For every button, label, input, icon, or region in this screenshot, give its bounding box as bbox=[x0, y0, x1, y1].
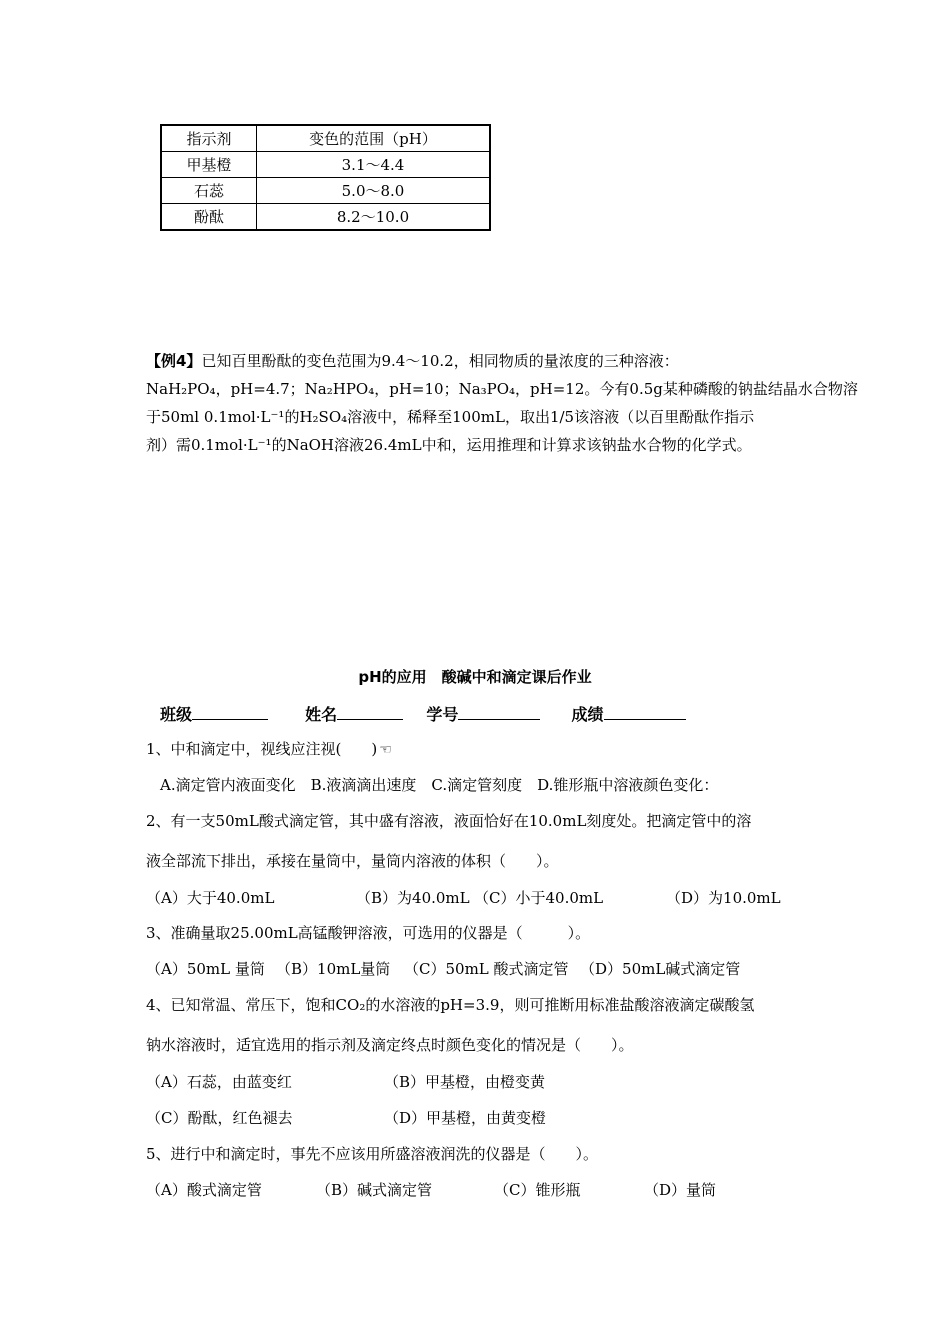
example4-line3: 于50ml 0.1mol·L⁻¹的H₂SO₄溶液中，稀释至100mL，取出1/5该溶液（以百里酚酞作指示 bbox=[146, 408, 755, 426]
table-header-row bbox=[161, 125, 490, 152]
table-row bbox=[161, 204, 490, 231]
question-5-option-b: （B）碱式滴定管 bbox=[316, 1181, 433, 1199]
example4-line4: 剂）需0.1mol·L⁻¹的NaOH溶液26.4mL中和，运用推理和计算求该钠盐水合物的化学式。 bbox=[146, 436, 752, 454]
example4-label: 【例4】 bbox=[146, 352, 202, 370]
id-label: 学号 bbox=[426, 705, 459, 724]
indicator-table bbox=[160, 124, 491, 231]
question-4-option-c: （C）酚酞，红色褪去 bbox=[146, 1109, 293, 1127]
pointer-icon: ☜ bbox=[379, 742, 392, 758]
table-cell: 石蕊 bbox=[161, 178, 257, 204]
question-3-option-d: （D）50mL碱式滴定管 bbox=[580, 960, 741, 978]
table-cell: 酚酞 bbox=[161, 204, 257, 231]
table-header-cell: 指示剂 bbox=[161, 125, 257, 152]
student-info-line bbox=[160, 702, 686, 725]
table-cell: 8.2～10.0 bbox=[257, 204, 491, 231]
question-3-option-c: （C）50mL 酸式滴定管 bbox=[404, 960, 569, 978]
question-2-option-c: （C）小于40.0mL bbox=[474, 889, 604, 907]
example4-line1 bbox=[146, 350, 679, 371]
question-5-stem: 5、进行中和滴定时，事先不应该用所盛溶液润洗的仪器是（ ）。 bbox=[146, 1145, 599, 1163]
question-2-stem-line1: 2、有一支50mL酸式滴定管，其中盛有溶液，液面恰好在10.0mL刻度处。把滴定管中的溶 bbox=[146, 812, 752, 830]
question-4-option-d: （D）甲基橙，由黄变橙 bbox=[384, 1109, 547, 1127]
question-3-stem: 3、准确量取25.00mL高锰酸钾溶液，可选用的仪器是（ ）。 bbox=[146, 924, 591, 942]
question-3-option-b: （B）10mL量筒 bbox=[276, 960, 391, 978]
question-5-option-a: （A）酸式滴定管 bbox=[146, 1181, 262, 1199]
name-label: 姓名 bbox=[305, 705, 338, 724]
table-cell: 5.0～8.0 bbox=[257, 178, 491, 204]
name-blank[interactable] bbox=[337, 703, 403, 720]
homework-title: pH的应用 酸碱中和滴定课后作业 bbox=[358, 668, 592, 686]
question-2-option-d: （D）为10.0mL bbox=[666, 889, 781, 907]
score-label: 成绩 bbox=[571, 705, 604, 724]
class-blank[interactable] bbox=[192, 703, 268, 720]
question-4-stem-line2: 钠水溶液时，适宜选用的指示剂及滴定终点时颜色变化的情况是（ ）。 bbox=[146, 1036, 634, 1054]
question-4-option-b: （B）甲基橙，由橙变黄 bbox=[384, 1073, 546, 1091]
table-row bbox=[161, 178, 490, 204]
question-1-options: A.滴定管内液面变化 B.液滴滴出速度 C.滴定管刻度 D.锥形瓶中溶液颜色变化： bbox=[160, 776, 719, 794]
table-cell: 甲基橙 bbox=[161, 152, 257, 178]
question-3-option-a: （A）50mL 量筒 bbox=[146, 960, 265, 978]
example4-line2: NaH₂PO₄，pH=4.7；Na₂HPO₄，pH=10；Na₃PO₄，pH=12。今有0.5g某种磷酸的钠盐结晶水合物溶 bbox=[146, 380, 858, 398]
question-4-stem-line1: 4、已知常温、常压下，饱和CO₂的水溶液的pH=3.9，则可推断用标准盐酸溶液滴定碳酸氢 bbox=[146, 996, 755, 1014]
question-5-option-c: （C）锥形瓶 bbox=[494, 1181, 581, 1199]
question-2-stem-line2: 液全部流下排出，承接在量筒中，量筒内溶液的体积（ ）。 bbox=[146, 852, 559, 870]
class-label: 班级 bbox=[160, 705, 193, 724]
question-1-stem bbox=[146, 738, 392, 759]
score-blank[interactable] bbox=[604, 703, 686, 720]
table-header-cell: 变色的范围（pH） bbox=[257, 125, 491, 152]
question-4-option-a: （A）石蕊，由蓝变红 bbox=[146, 1073, 292, 1091]
example4-text: 已知百里酚酞的变色范围为9.4～10.2，相同物质的量浓度的三种溶液： bbox=[201, 352, 679, 370]
question-5-option-d: （D）量筒 bbox=[644, 1181, 717, 1199]
question-2-option-a: （A）大于40.0mL bbox=[146, 889, 275, 907]
question-2-option-b: （B）为40.0mL bbox=[356, 889, 470, 907]
table-row bbox=[161, 152, 490, 178]
question-stem-text: 1、中和滴定中，视线应注视( ) bbox=[146, 740, 378, 758]
table-cell: 3.1～4.4 bbox=[257, 152, 491, 178]
id-blank[interactable] bbox=[458, 703, 540, 720]
